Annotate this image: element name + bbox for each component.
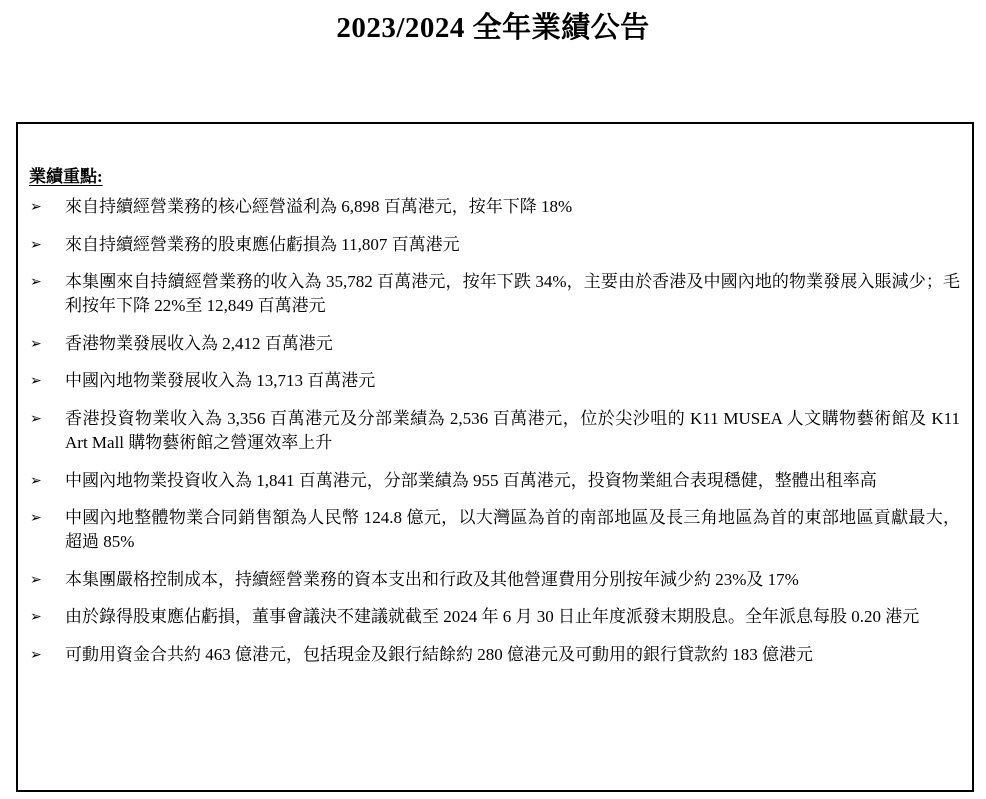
highlight-text: 香港投資物業收入為 3,356 百萬港元及分部業績為 2,536 百萬港元，位於尖沙咀的 K11 MUSEA 人文購物藝術館及 K11 Art Mall 購物藝術館之營運效率上升 [65,408,960,452]
highlight-text: 香港物業發展收入為 2,412 百萬港元 [65,333,333,353]
arrow-bullet-icon: ➢ [30,335,42,352]
highlight-item [18,233,972,257]
highlight-text: 由於錄得股東應佔虧損，董事會議決不建議就截至 2024 年 6 月 30 日止年度派發末期股息。全年派息每股 0.20 港元 [65,607,920,627]
highlight-item [18,469,972,493]
arrow-bullet-icon: ➢ [30,609,42,626]
highlight-text: 中國內地整體物業合同銷售額為人民幣 124.8 億元，以大灣區為首的南部地區及長三角地區為首的東部地區貢獻最大，超過 85% [65,508,960,552]
page-title: 2023/2024 全年業績公告 [336,12,650,44]
highlight-text: 來自持續經營業務的股東應佔虧損為 11,807 百萬港元 [65,234,460,254]
highlight-text: 中國內地物業投資收入為 1,841 百萬港元，分部業績為 955 百萬港元，投資物業組合表現穩健，整體出租率高 [65,470,877,490]
highlights-list [18,195,972,681]
arrow-bullet-icon: ➢ [30,410,42,427]
highlight-item [18,506,972,554]
highlight-item [18,369,972,393]
arrow-bullet-icon: ➢ [30,274,42,291]
highlight-text: 本集團嚴格控制成本，持續經營業務的資本支出和行政及其他營運費用分別按年減少約 23%及 17% [65,569,799,589]
highlights-box [16,122,974,792]
highlight-item [18,605,972,629]
highlight-item [18,332,972,356]
arrow-bullet-icon: ➢ [30,236,42,253]
arrow-bullet-icon: ➢ [30,199,42,215]
highlight-item [18,643,972,667]
highlights-heading: 業績重點: [29,167,103,186]
arrow-bullet-icon: ➢ [30,510,42,527]
highlight-item [18,270,972,318]
highlight-text: 本集團來自持續經營業務的收入為 35,782 百萬港元，按年下跌 34%，主要由於香港及中國內地的物業發展入賬減少；毛利按年下降 22%至 12,849 百萬港元 [65,272,960,316]
arrow-bullet-icon: ➢ [30,571,42,588]
highlight-text: 可動用資金合共約 463 億港元，包括現金及銀行結餘約 280 億港元及可動用的銀行貸款約 183 億港元 [65,644,813,664]
highlight-item [18,568,972,592]
highlight-text: 中國內地物業發展收入為 13,713 百萬港元 [65,371,376,391]
arrow-bullet-icon: ➢ [30,646,42,663]
arrow-bullet-icon: ➢ [30,373,42,390]
arrow-bullet-icon: ➢ [30,472,42,489]
highlight-text: 來自持續經營業務的核心經營溢利為 6,898 百萬港元，按年下降 18% [65,197,573,216]
highlight-item [18,407,972,455]
highlight-item [18,195,972,219]
